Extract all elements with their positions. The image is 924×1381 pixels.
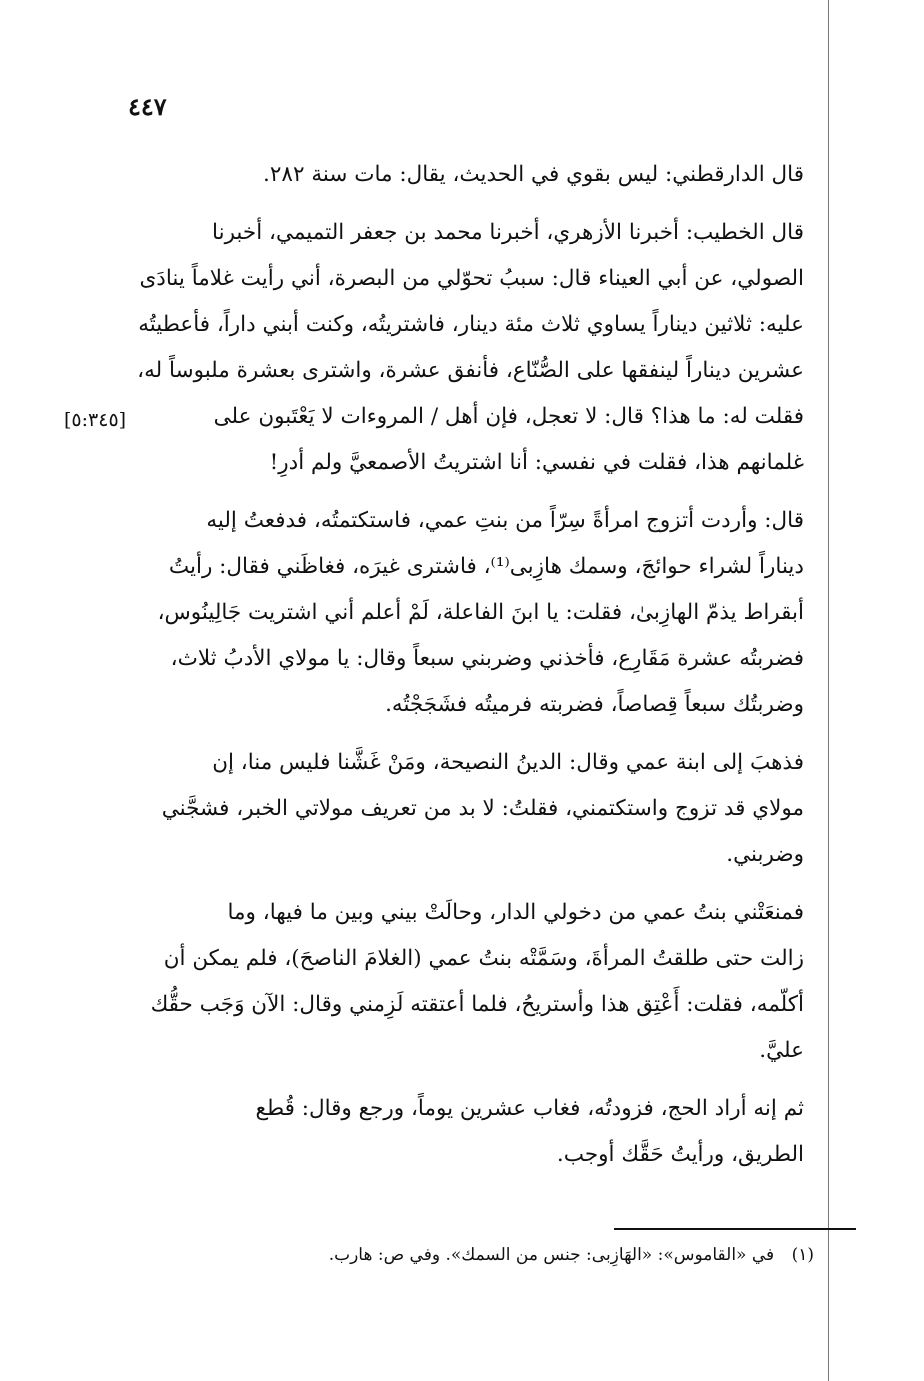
- paragraph-4: [128, 740, 840, 878]
- text-line: الصولي، عن أبي العيناء قال: سببُ تحوّلي من البصرة، أني رأيت غلاماً ينادَى: [139, 266, 804, 291]
- page-number: ٤٤٧: [128, 92, 167, 121]
- text-line: قال الدارقطني: ليس بقوي في الحديث، يقال: مات سنة ٢٨٢.: [263, 162, 804, 187]
- paragraph-2: [128, 210, 840, 486]
- text-line: ديناراً لشراء حوائجَ، وسمك هازِبى⁽¹⁾، فاشترى غيرَه، فغاظَني فقال: رأيتُ: [168, 554, 804, 579]
- text-line: عليه: ثلاثين ديناراً يساوي ثلاث مئة دينار، فاشتريتُه، وكنت أبني داراً، فأعطيتُه: [138, 312, 804, 337]
- text-line: زالت حتى طلقتُ المرأةَ، وسَمَّتْه بنتُ عمي (الغلامَ الناصحَ)، فلم يمكن أن: [163, 946, 804, 971]
- text-line: عليَّ.: [759, 1038, 804, 1063]
- text-line: وضربني.: [726, 842, 804, 867]
- text-line: عشرين ديناراً لينفقها على الصُّنّاع، فأنفق عشرة، واشترى بعشرة ملبوساً له،: [137, 358, 804, 383]
- text-line: فضربتُه عشرة مَقَارِع، فأخذني وضربني سبعاً وقال: يا مولاي الأدبُ ثلاث،: [170, 646, 804, 671]
- text-line: قال الخطيب: أخبرنا الأزهري، أخبرنا محمد بن جعفر التميمي، أخبرنا: [212, 220, 804, 245]
- body-text: [128, 152, 840, 1190]
- text-line: فقلت له: ما هذا؟ قال: لا تعجل، فإن أهل / المروءات لا يَعْتَبون على: [213, 404, 804, 429]
- footnote-number: (١): [791, 1245, 814, 1265]
- text-line: مولاي قد تزوج واستكتمني، فقلتُ: لا بد من تعريف مولاتي الخبر، فشجَّني: [161, 796, 804, 821]
- text-line: الطريق، ورأيتُ حَقَّك أوجب.: [556, 1142, 804, 1167]
- paragraph-5: [128, 890, 840, 1074]
- text-line: فمنعَتْني بنتُ عمي من دخولي الدار، وحالَتْ بيني وبين ما فيها، وما: [227, 900, 804, 925]
- footnote-text: في «القاموس»: «الهَازِبى: جنس من السمك». وفي ص: هارب.: [328, 1245, 775, 1265]
- text-line: أبقراط يذمّ الهازِبىٰ، فقلت: يا ابنَ الفاعلة، لَمْ أعلم أني اشتريت جَالِينُوس،: [157, 600, 804, 625]
- footnote-divider: [614, 1228, 856, 1230]
- paragraph-3: [128, 498, 840, 728]
- text-line: فذهبَ إلى ابنة عمي وقال: الدينُ النصيحة، ومَنْ غَشَّنا فليس منا، إن: [212, 750, 804, 775]
- paragraph-1: [128, 152, 840, 198]
- footnote: [114, 1245, 814, 1265]
- text-line: وضربتُك سبعاً قِصاصاً، فضربته فرميتُه فشَجَجْتُه.: [385, 692, 804, 717]
- text-line: أكلّمه، فقلت: أَعْتِق هذا وأستريحُ، فلما أعتقته لَزِمني وقال: الآن وَجَب حقُّك: [150, 992, 804, 1017]
- text-line: قال: وأردت أتزوج امرأةً سِرّاً من بنتِ عمي، فاستكتمتُه، فدفعتُ إليه: [206, 508, 804, 533]
- text-line: ثم إنه أراد الحج، فزودتُه، فغاب عشرين يوماً، ورجع وقال: قُطع: [255, 1096, 804, 1121]
- text-line: غلمانهم هذا، فقلت في نفسي: أنا اشتريتُ الأصمعيَّ ولم أدرِ!: [269, 450, 804, 475]
- margin-reference: [٥:٣٤٥]: [64, 409, 127, 431]
- paragraph-6: [128, 1086, 840, 1178]
